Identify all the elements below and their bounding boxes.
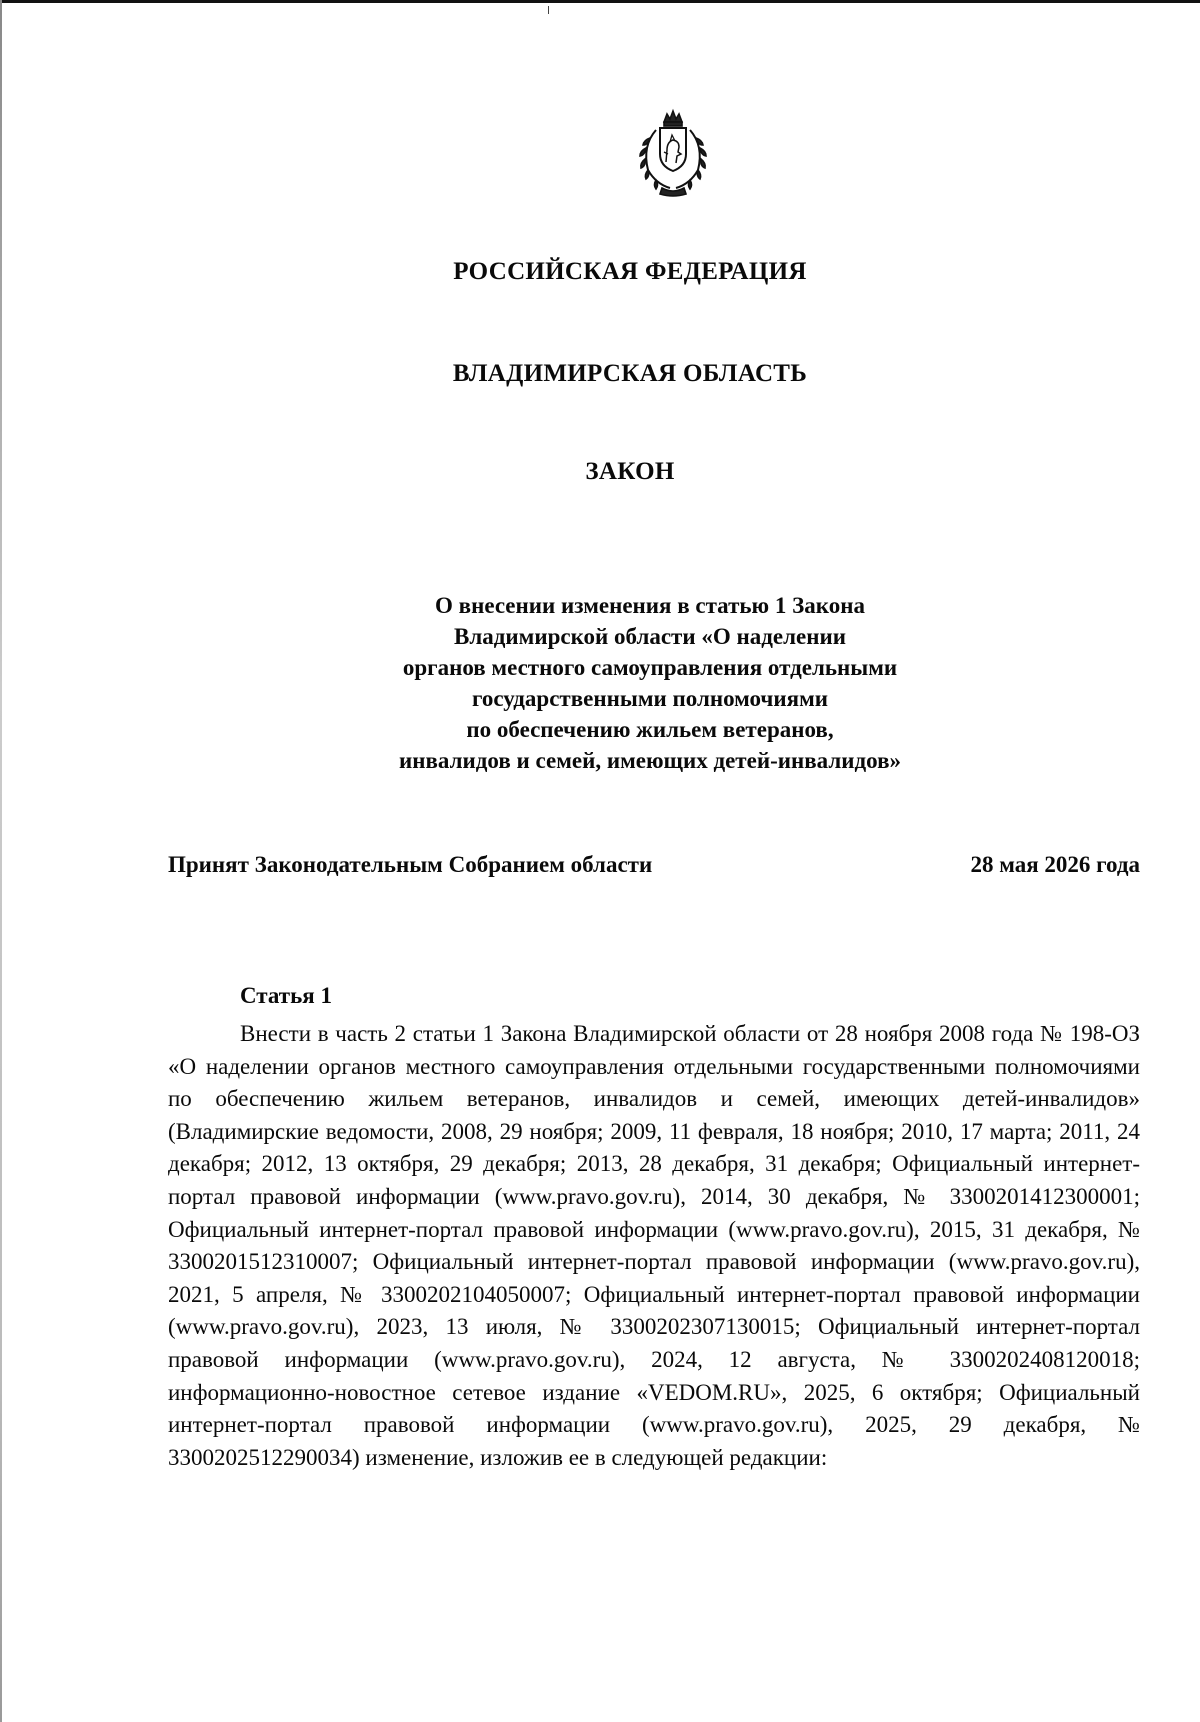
scan-mark bbox=[548, 6, 555, 14]
law-title-line: по обеспечению жильем ветеранов, bbox=[466, 717, 834, 742]
law-title bbox=[150, 590, 1150, 776]
law-title-line: государственными полномочиями bbox=[471, 686, 829, 711]
law-title-line: О внесении изменения в статью 1 Закона bbox=[435, 593, 865, 618]
country-heading: РОССИЙСКАЯ ФЕДЕРАЦИЯ bbox=[453, 258, 807, 285]
adoption-date: 28 мая 2026 года bbox=[970, 852, 1140, 877]
region-heading: ВЛАДИМИРСКАЯ ОБЛАСТЬ bbox=[452, 360, 808, 387]
law-title-line: Владимирской области «О наделении bbox=[454, 624, 846, 649]
document-type-heading: ЗАКОН bbox=[585, 458, 675, 485]
coat-of-arms-icon bbox=[634, 108, 712, 198]
scan-top-border bbox=[0, 0, 1200, 3]
law-title-line: органов местного самоуправления отдельными bbox=[402, 655, 898, 680]
article-title: Статья 1 bbox=[240, 983, 332, 1008]
law-title-line: инвалидов и семей, имеющих детей-инвалидов» bbox=[399, 748, 901, 773]
scan-left-edge bbox=[0, 0, 2, 1722]
adopted-by: Принят Законодательным Собранием области bbox=[168, 852, 653, 877]
article-body: Внести в часть 2 статьи 1 Закона Владимирской области от 28 ноября 2008 года № 198-ОЗ «О наделении органов местного самоуправления отдельными государственными полномочиями по обеспечению жильем ветеранов, инвалидов и семей, имеющих детей-инвалидов» (Владимирские ведомости, 2008, 29 ноября; 2009, 11 февраля, 18 ноября; 2010, 17 марта; 2011, 24 декабря; 2012, 13 октября, 29 декабря; 2013, 28 декабря, 31 декабря; Официальный интернет-портал правовой информации (www.pravo.gov.ru), 2014, 30 декабря, № 3300201412300001; Официальный интернет-портал правовой информации (www.pravo.gov.ru), 2015, 31 декабря, № 3300201512310007; Официальный интернет-портал правовой информации (www.pravo.gov.ru), 2021, 5 апреля, № 3300202104050007; Официальный интернет-портал правовой информации (www.pravo.gov.ru), 2023, 13 июля, № 3300202307130015; Официальный интернет-портал правовой информации (www.pravo.gov.ru), 2024, 12 августа, № 3300202408120018; информационно-новостное сетевое издание «VEDOM.RU», 2025, 6 октября; Официальный интернет-портал правовой информации (www.pravo.gov.ru), 2025, 29 декабря, № 3300202512290034) изменение, изложив ее в следующей редакции: bbox=[168, 1021, 1140, 1470]
